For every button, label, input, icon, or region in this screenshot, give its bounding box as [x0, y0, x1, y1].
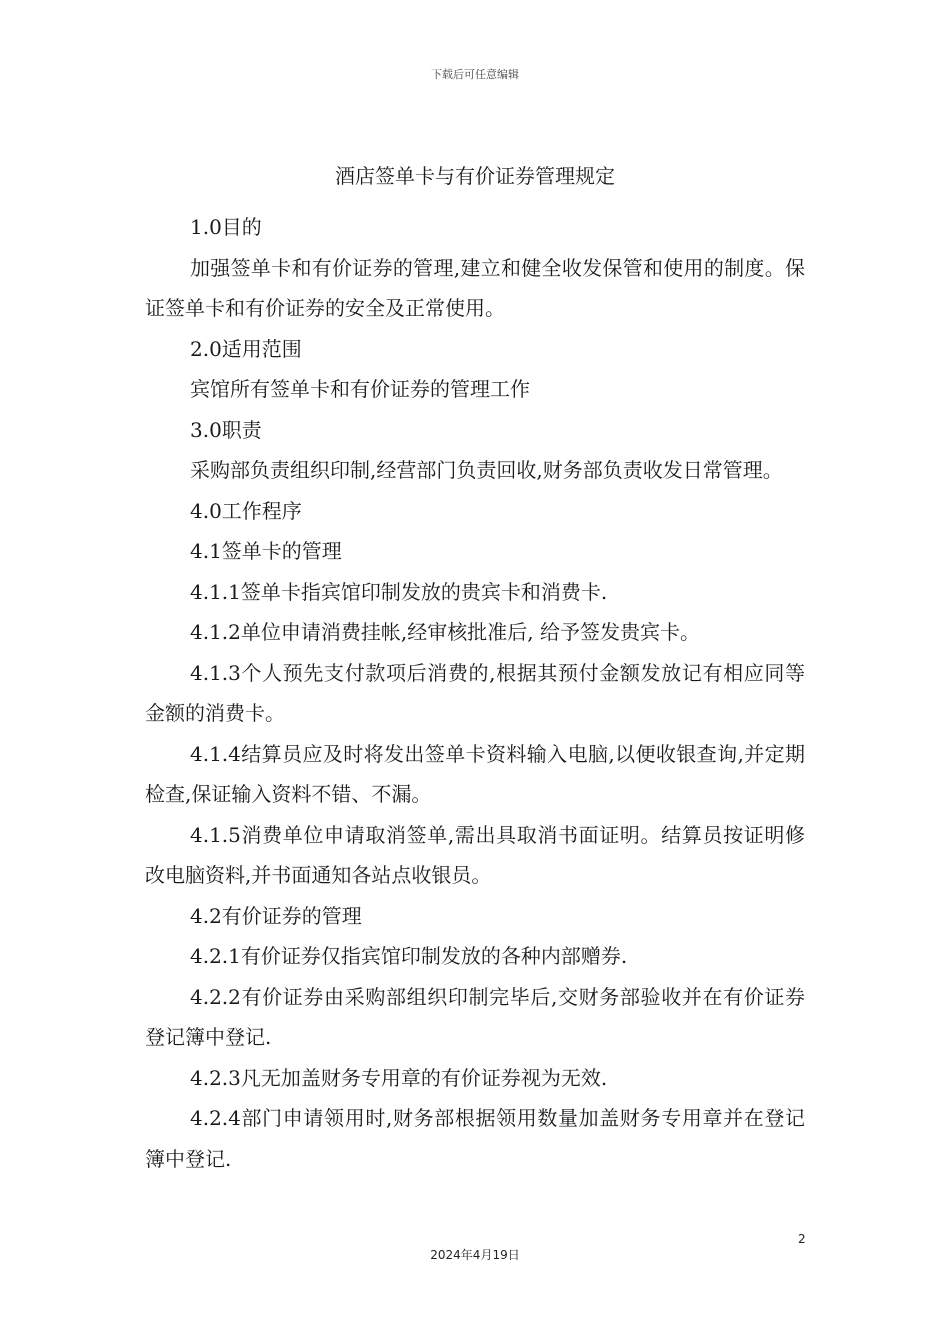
clause-4-2-4: 4.2.4部门申请领用时,财务部根据领用数量加盖财务专用章并在登记簿中登记.: [145, 1106, 805, 1171]
footer-date: 2024年4月19日: [430, 1248, 520, 1262]
clause-4-1-4: 4.1.4结算员应及时将发出签单卡资料输入电脑,以便收银查询,并定期检查,保证输入资料不错、不漏。: [145, 741, 805, 806]
section-heading-procedure: 4.0工作程序: [190, 498, 302, 523]
page-number: 2: [798, 1232, 806, 1246]
section-heading-responsibilities: 3.0职责: [190, 417, 262, 442]
paragraph-purpose: 加强签单卡和有价证券的管理,建立和健全收发保管和使用的制度。保证签单卡和有价证券的安全及正常使用。: [145, 255, 805, 320]
section-heading-scope: 2.0适用范围: [190, 336, 302, 361]
header-note: 下载后可任意编辑: [431, 68, 519, 81]
clause-4-1-2: 4.1.2单位申请消费挂帐,经审核批准后, 给予签发贵宾卡。: [190, 620, 700, 644]
clause-4-1-5: 4.1.5消费单位申请取消签单,需出具取消书面证明。结算员按证明修改电脑资料,并书面通知各站点收银员。: [145, 822, 805, 887]
document-body: [145, 207, 805, 1179]
section-heading-purpose: 1.0目的: [190, 215, 262, 239]
clause-4-2-3: 4.2.3凡无加盖财务专用章的有价证券视为无效.: [190, 1065, 608, 1090]
clause-4-1-3: 4.1.3个人预先支付款项后消费的,根据其预付金额发放记有相应同等金额的消费卡。: [145, 660, 805, 725]
document-title: 酒店签单卡与有价证券管理规定: [335, 164, 615, 188]
clause-4-2-1: 4.2.1有价证券仅指宾馆印制发放的各种内部赠券.: [190, 944, 628, 968]
paragraph-responsibilities: 采购部负责组织印制,经营部门负责回收,财务部负责收发日常管理。: [190, 458, 783, 482]
subsection-heading-securities: 4.2有价证券的管理: [190, 903, 362, 928]
clause-4-1-1: 4.1.1签单卡指宾馆印制发放的贵宾卡和消费卡.: [190, 579, 608, 604]
subsection-heading-sign-card: 4.1签单卡的管理: [190, 539, 342, 563]
paragraph-scope: 宾馆所有签单卡和有价证券的管理工作: [190, 377, 530, 401]
clause-4-2-2: 4.2.2有价证券由采购部组织印制完毕后,交财务部验收并在有价证券登记簿中登记.: [145, 984, 805, 1049]
